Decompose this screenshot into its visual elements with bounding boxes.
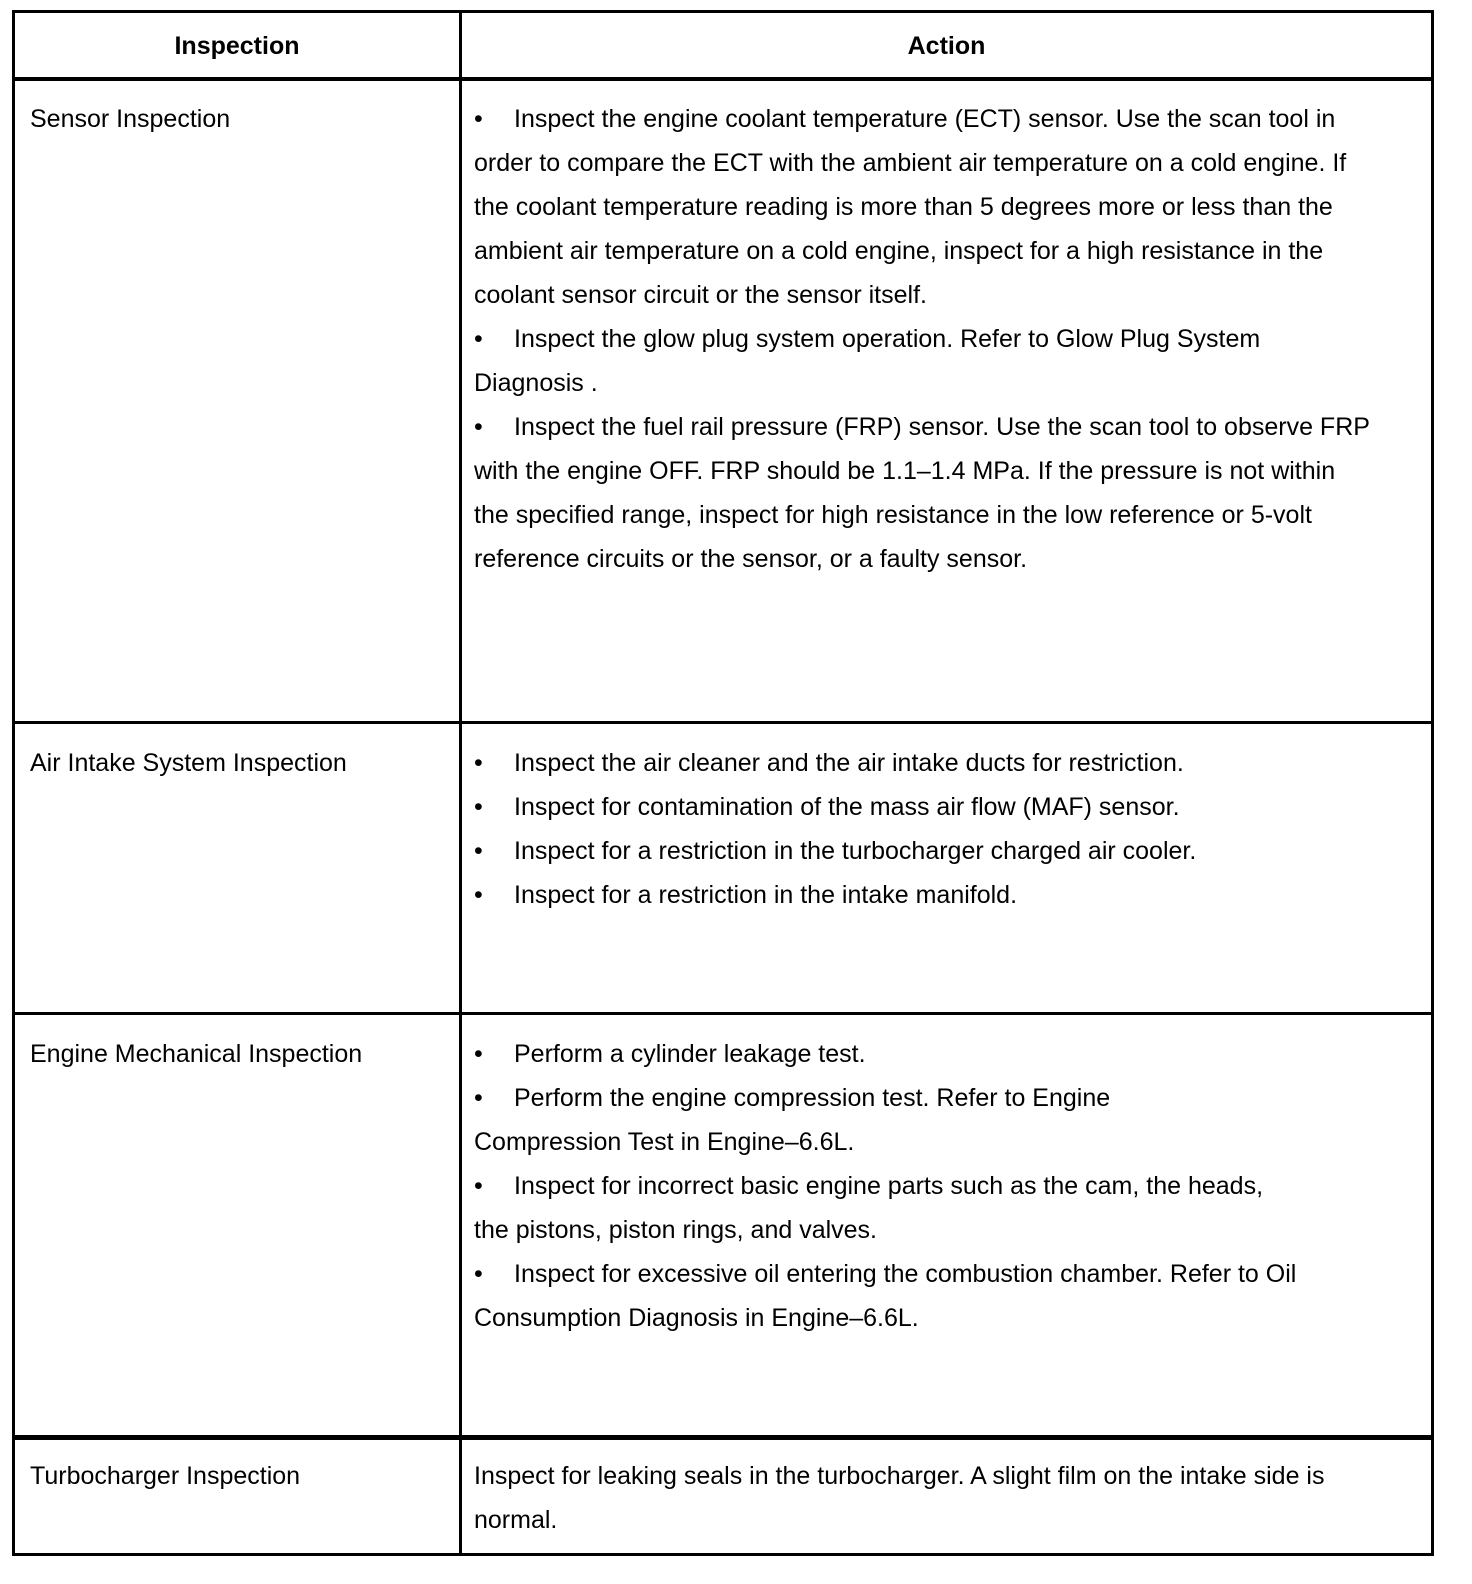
action-item — [474, 97, 1374, 317]
row-action-turbocharger: Inspect for leaking seals in the turbocharger. A slight film on the intake side is normal. — [474, 1462, 1325, 1534]
row-divider — [15, 1012, 1431, 1015]
column-divider — [459, 13, 462, 1553]
action-item-text: Perform the engine compression test. Refer to Engine Compression Test in Engine–6.6L. — [474, 1084, 1111, 1156]
action-item — [474, 785, 1374, 829]
action-item-text: Inspect for excessive oil entering the combustion chamber. Refer to Oil Consumption Diagnosis in Engine–6.6L. — [474, 1260, 1297, 1332]
action-item — [474, 1032, 1374, 1076]
action-item — [474, 1164, 1274, 1252]
row-action-engine-mechanical — [474, 1032, 1374, 1340]
bullet-icon: • — [474, 749, 483, 777]
header-inspection: Inspection — [174, 31, 300, 60]
action-item — [474, 741, 1374, 785]
action-item-text: Inspect for incorrect basic engine parts such as the cam, the heads, the pistons, piston rings, and valves. — [474, 1172, 1264, 1244]
bullet-icon: • — [474, 413, 483, 441]
action-item-text: Inspect for a restriction in the intake manifold. — [514, 881, 1018, 909]
action-item — [474, 1076, 1194, 1164]
bullet-icon: • — [474, 105, 483, 133]
row-inspection-sensor: Sensor Inspection — [30, 105, 231, 133]
row-inspection-turbocharger: Turbocharger Inspection — [30, 1462, 301, 1490]
action-item — [474, 829, 1374, 873]
action-item-text: Inspect the glow plug system operation. Refer to Glow Plug System Diagnosis . — [474, 325, 1261, 397]
action-item-text: Inspect for contamination of the mass air flow (MAF) sensor. — [514, 793, 1180, 821]
bullet-icon: • — [474, 1084, 483, 1112]
action-item-text: Inspect the air cleaner and the air intake ducts for restriction. — [514, 749, 1184, 777]
bullet-icon: • — [474, 881, 483, 909]
bullet-icon: • — [474, 325, 483, 353]
header-action: Action — [907, 31, 986, 60]
action-item-text: Inspect the fuel rail pressure (FRP) sensor. Use the scan tool to observe FRP with the engine OFF. FRP should be 1.1–1.4 MPa. If the pressure is not within the specified range, inspect for high resistance in the low reference or 5-volt reference circuits or the sensor, or a faulty sensor. — [474, 413, 1370, 573]
action-item-text: Inspect the engine coolant temperature (ECT) sensor. Use the scan tool in order to compare the ECT with the ambient air temperature on a cold engine. If the coolant temperature reading is more than 5 degrees more or less than the ambient air temperature on a cold engine, inspect for a high resistance in the coolant sensor circuit or the sensor itself. — [474, 105, 1347, 309]
bullet-icon: • — [474, 793, 483, 821]
action-item — [474, 1252, 1314, 1340]
action-item-text: Inspect for a restriction in the turbocharger charged air cooler. — [514, 837, 1197, 865]
row-divider — [15, 721, 1431, 724]
bullet-icon: • — [474, 1172, 483, 1200]
action-item — [474, 317, 1374, 405]
bullet-icon: • — [474, 1260, 483, 1288]
bullet-icon: • — [474, 1040, 483, 1068]
action-item-text: Perform a cylinder leakage test. — [514, 1040, 866, 1068]
row-divider — [15, 1435, 1431, 1440]
inspection-table — [12, 10, 1434, 1556]
row-action-air-intake — [474, 741, 1374, 917]
row-action-sensor — [474, 97, 1374, 581]
action-item — [474, 405, 1374, 581]
row-inspection-engine-mechanical: Engine Mechanical Inspection — [30, 1040, 363, 1068]
action-item — [474, 873, 1374, 917]
bullet-icon: • — [474, 837, 483, 865]
row-inspection-air-intake: Air Intake System Inspection — [30, 749, 347, 777]
